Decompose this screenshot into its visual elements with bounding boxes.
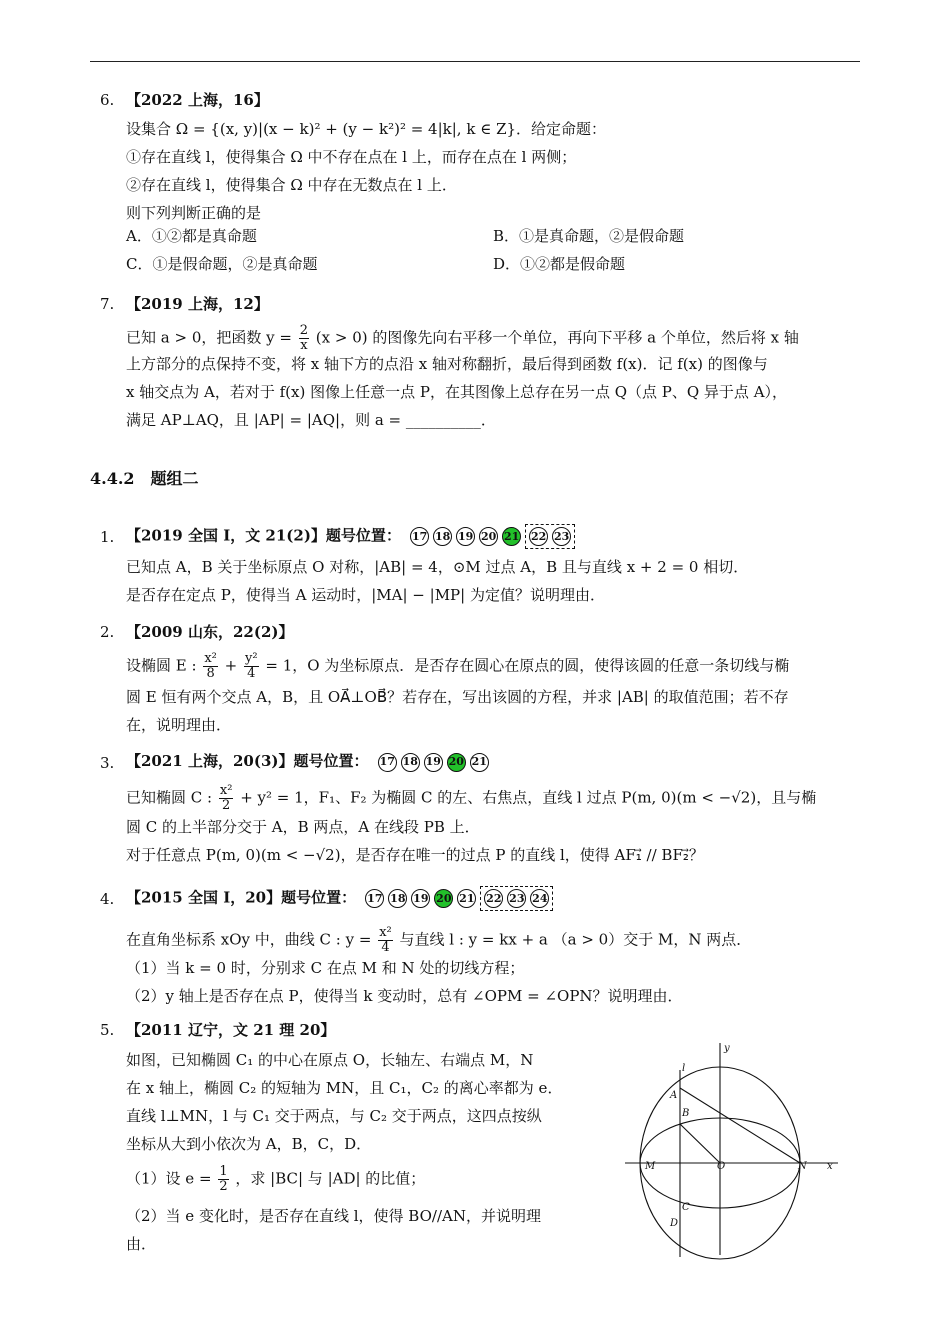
problem-title: 【2019 上海，12】 bbox=[126, 295, 269, 313]
badge: 18 bbox=[401, 753, 420, 772]
label-x: x bbox=[827, 1161, 833, 1172]
denominator: 4 bbox=[381, 940, 390, 955]
problem-text: 由． bbox=[126, 1235, 157, 1253]
position-badges bbox=[365, 886, 553, 911]
label-l: l bbox=[682, 1063, 686, 1074]
badge: 21 bbox=[470, 753, 489, 772]
text-part: + y² = 1，F₁、F₂ 为椭圆 C 的左、右焦点，直线 l 过点 P(m, 0)(m < −√2)，且与椭 bbox=[240, 788, 817, 807]
section-heading: 4.4.2 题组二 bbox=[90, 469, 199, 488]
problem-number: 4. bbox=[100, 890, 115, 908]
badge: 21 bbox=[457, 889, 476, 908]
denominator: 2 bbox=[221, 798, 231, 813]
fraction bbox=[219, 784, 234, 813]
problem-text bbox=[126, 652, 789, 681]
option-a: A．①②都是真命题 bbox=[126, 227, 257, 245]
problem-text: 在 x 轴上，椭圆 C₂ 的短轴为 MN，且 C₁，C₂ 的离心率都为 e． bbox=[126, 1079, 563, 1097]
problem-title: 【2011 辽宁，文 21 理 20】 bbox=[126, 1021, 336, 1039]
badge-highlighted: 20 bbox=[447, 753, 466, 772]
text-part: = 1，O 为坐标原点．是否存在圆心在原点的圆，使得该圆的任意一条切线与椭 bbox=[265, 656, 790, 675]
badge: 17 bbox=[378, 753, 397, 772]
dashed-badge-group bbox=[525, 524, 575, 549]
label-b: B bbox=[682, 1108, 690, 1119]
title-text: 【2015 全国 Ⅰ，20】题号位置： bbox=[126, 888, 357, 907]
problem-text bbox=[126, 926, 751, 955]
problem-text: 满足 AP⊥AQ，且 |AP| = |AQ|，则 a = __________． bbox=[126, 411, 496, 429]
problem-text: 是否存在定点 P，使得当 A 运动时，|MA| − |MP| 为定值？说明理由． bbox=[126, 586, 605, 604]
badge: 22 bbox=[529, 527, 548, 546]
text-part: ，求 |BC| 与 |AD| 的比值； bbox=[235, 1169, 426, 1188]
denominator: x bbox=[300, 338, 308, 353]
label-d: D bbox=[670, 1218, 679, 1229]
label-y: y bbox=[724, 1043, 730, 1054]
problem-number: 1. bbox=[100, 528, 115, 546]
header-rule bbox=[90, 61, 860, 62]
fraction bbox=[244, 652, 259, 681]
problem-text: 上方部分的点保持不变，将 x 轴下方的点沿 x 轴对称翻折，最后得到函数 f(x)．记 f(x) 的图像与 bbox=[126, 355, 768, 373]
label-c: C bbox=[682, 1202, 690, 1213]
problem-title: 【2022 上海，16】 bbox=[126, 91, 269, 109]
label-n: N bbox=[798, 1161, 807, 1172]
denominator: 2 bbox=[219, 1179, 228, 1194]
denominator: 4 bbox=[247, 666, 256, 681]
badge: 19 bbox=[411, 889, 430, 908]
problem-text: 已知点 A，B 关于坐标原点 O 对称，|AB| = 4，⊙M 过点 A，B 且与直线 x + 2 = 0 相切． bbox=[126, 558, 749, 576]
problem-text: 对于任意点 P(m, 0)(m < −√2)，是否存在唯一的过点 P 的直线 l，使得 AF₁⃗ // BF₂⃗？ bbox=[126, 846, 704, 864]
label-m: M bbox=[645, 1161, 656, 1172]
badge: 18 bbox=[388, 889, 407, 908]
label-a: A bbox=[670, 1090, 678, 1101]
segment-an bbox=[680, 1088, 800, 1163]
text-part: 在直角坐标系 xOy 中，曲线 C : y = bbox=[126, 930, 372, 949]
problem-number: 6. bbox=[100, 91, 115, 109]
badge: 17 bbox=[410, 527, 429, 546]
text-part: 与直线 l : y = kx + a （a > 0）交于 M，N 两点． bbox=[399, 930, 752, 949]
badge-highlighted: 21 bbox=[502, 527, 521, 546]
problem-text: ②存在直线 l，使得集合 Ω 中存在无数点在 l 上． bbox=[126, 176, 457, 194]
problem-title: 【2009 山东，22(2)】 bbox=[126, 623, 294, 641]
fraction bbox=[218, 1165, 228, 1194]
problem-text: 坐标从大到小依次为 A，B，C，D． bbox=[126, 1135, 372, 1153]
problem-title bbox=[126, 524, 575, 549]
fraction bbox=[203, 652, 218, 681]
numerator: 1 bbox=[219, 1164, 228, 1179]
badge: 17 bbox=[365, 889, 384, 908]
option-b: B．①是真命题，②是假命题 bbox=[493, 227, 685, 245]
badge: 19 bbox=[424, 753, 443, 772]
badge: 19 bbox=[456, 527, 475, 546]
problem-text bbox=[126, 784, 816, 813]
problem-text: 设集合 Ω = {(x, y)|(x − k)² + (y − k²)² = 4|k|, k ∈ Z}．给定命题： bbox=[126, 120, 607, 138]
text-part: （1）设 e = bbox=[126, 1169, 212, 1188]
badge: 23 bbox=[552, 527, 571, 546]
dashed-badge-group bbox=[480, 886, 553, 911]
problem-number: 7. bbox=[100, 295, 115, 313]
badge: 24 bbox=[530, 889, 549, 908]
badge: 18 bbox=[433, 527, 452, 546]
problem-title bbox=[126, 886, 553, 911]
problem-number: 5. bbox=[100, 1021, 115, 1039]
segment-bo bbox=[680, 1124, 720, 1163]
badge: 20 bbox=[479, 527, 498, 546]
ellipse-figure bbox=[620, 1035, 845, 1260]
problem-number: 2. bbox=[100, 623, 115, 641]
position-badges bbox=[378, 753, 489, 772]
problem-text bbox=[126, 324, 799, 353]
problem-text: （2）当 e 变化时，是否存在直线 l，使得 BO//AN，并说明理 bbox=[126, 1207, 541, 1225]
problem-text: （2）y 轴上是否存在点 P，使得当 k 变动时，总有 ∠OPM = ∠OPN？说明理由． bbox=[126, 987, 683, 1005]
text-part: + bbox=[224, 656, 238, 675]
problem-text: 则下列判断正确的是 bbox=[126, 204, 262, 222]
fraction bbox=[299, 324, 309, 353]
text-part: (x > 0) 的图像先向右平移一个单位，再向下平移 a 个单位，然后将 x 轴 bbox=[315, 328, 799, 347]
title-text: 【2019 全国 Ⅰ，文 21(2)】题号位置： bbox=[126, 526, 401, 545]
numerator: y² bbox=[245, 651, 258, 666]
fraction bbox=[378, 926, 393, 955]
problem-text: 如图，已知椭圆 C₁ 的中心在原点 O，长轴左、右端点 M，N bbox=[126, 1051, 534, 1069]
problem-text: （1）当 k = 0 时，分别求 C 在点 M 和 N 处的切线方程； bbox=[126, 959, 525, 977]
numerator: x² bbox=[204, 651, 217, 666]
label-o: O bbox=[717, 1161, 726, 1172]
text-part: 已知椭圆 C : bbox=[126, 788, 213, 807]
problem-text: 直线 l⊥MN，l 与 C₁ 交于两点，与 C₂ 交于两点，这四点按纵 bbox=[126, 1107, 542, 1125]
badge: 23 bbox=[507, 889, 526, 908]
title-text: 【2021 上海，20(3)】题号位置： bbox=[126, 752, 369, 770]
badge: 22 bbox=[484, 889, 503, 908]
problem-text: 在，说明理由． bbox=[126, 716, 232, 734]
denominator: 8 bbox=[206, 666, 215, 681]
text-part: 已知 a > 0，把函数 y = bbox=[126, 328, 292, 347]
problem-number: 3. bbox=[100, 754, 115, 772]
problem-text bbox=[126, 1165, 425, 1194]
numerator: x² bbox=[379, 925, 392, 940]
text-part: 设椭圆 E : bbox=[126, 656, 197, 675]
position-badges bbox=[410, 524, 575, 549]
numerator: x² bbox=[219, 783, 233, 798]
problem-text: ①存在直线 l，使得集合 Ω 中不存在点在 l 上，而存在点在 l 两侧； bbox=[126, 148, 577, 166]
option-d: D．①②都是假命题 bbox=[493, 255, 626, 273]
problem-title bbox=[126, 750, 489, 772]
option-c: C．①是假命题，②是真命题 bbox=[126, 255, 318, 273]
problem-text: 圆 E 恒有两个交点 A，B，且 OA⃗⊥OB⃗？若存在，写出该圆的方程，并求 |AB| 的取值范围；若不存 bbox=[126, 688, 789, 706]
problem-text: 圆 C 的上半部分交于 A，B 两点，A 在线段 PB 上． bbox=[126, 818, 480, 836]
badge-highlighted: 20 bbox=[434, 889, 453, 908]
problem-text: x 轴交点为 A，若对于 f(x) 图像上任意一点 P，在其图像上总存在另一点 Q（点 P、Q 异于点 A）， bbox=[126, 383, 788, 401]
numerator: 2 bbox=[299, 323, 309, 338]
